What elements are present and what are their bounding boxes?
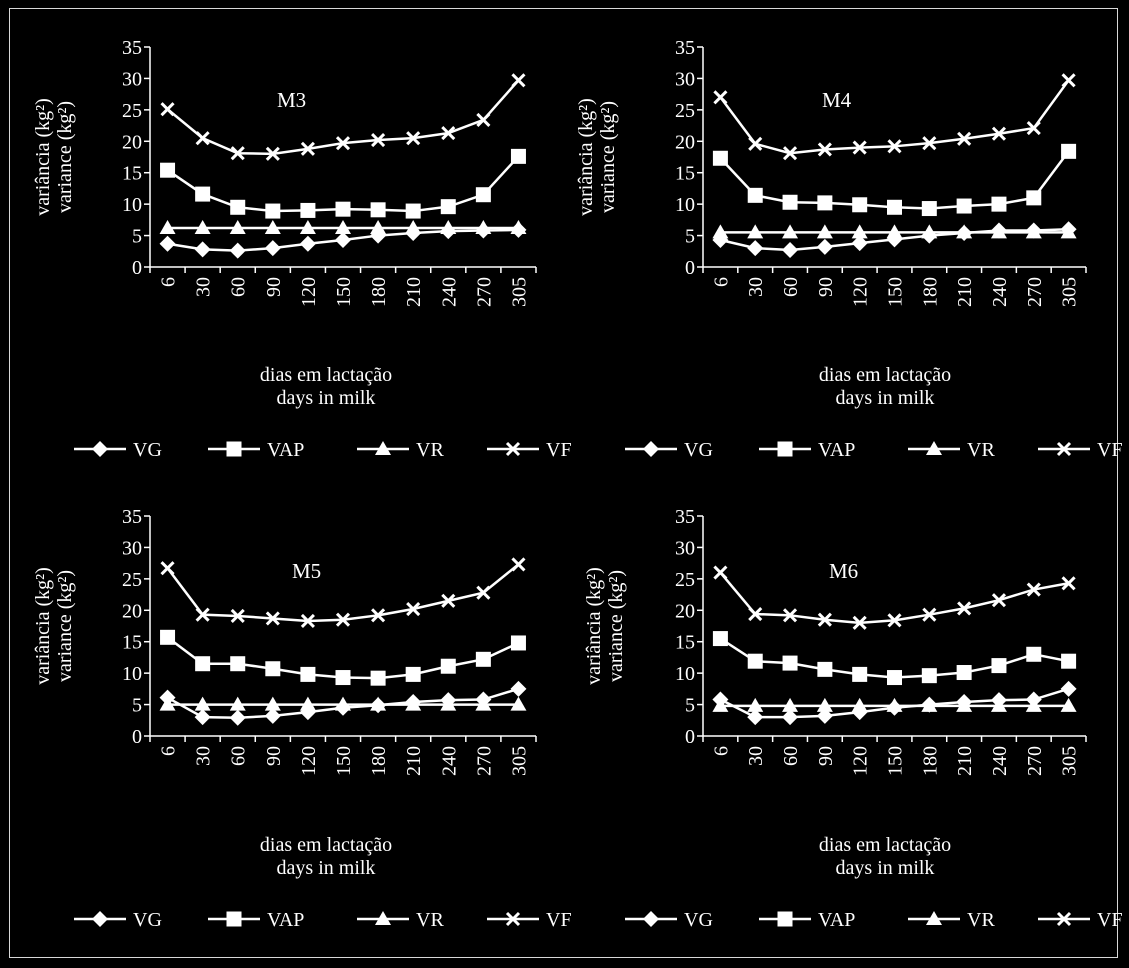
x-tick-label: 120 xyxy=(297,277,320,307)
x-tick-label: 60 xyxy=(780,746,803,766)
x-tick-label: 210 xyxy=(954,746,977,776)
x-tick-label: 60 xyxy=(227,277,250,297)
data-point-vap xyxy=(922,201,937,216)
series-line-vf xyxy=(720,573,1068,623)
y-tick-label: 0 xyxy=(685,257,695,279)
data-point-vap xyxy=(160,630,175,645)
chart-panel-m6 xyxy=(583,506,1123,931)
x-axis-title-pt: dias em lactação xyxy=(259,834,393,856)
data-point-vap xyxy=(1026,190,1041,205)
data-point-vap xyxy=(476,187,491,202)
x-tick-label: 6 xyxy=(157,277,180,287)
data-point-vap xyxy=(887,670,902,685)
y-tick-label: 0 xyxy=(132,257,142,279)
x-tick-label: 180 xyxy=(368,277,391,307)
legend-marker-vg xyxy=(643,911,659,927)
legend-label-vr: VR xyxy=(967,439,995,461)
y-tick-label: 30 xyxy=(122,68,142,91)
y-tick-label: 25 xyxy=(675,99,695,122)
data-point-vap xyxy=(817,195,832,210)
data-point-vg xyxy=(782,242,798,258)
data-point-vg xyxy=(230,710,246,726)
x-tick-label: 60 xyxy=(780,277,803,297)
x-tick-label: 90 xyxy=(814,277,837,297)
x-axis-title-pt: dias em lactação xyxy=(818,364,952,386)
data-point-vap xyxy=(922,668,937,683)
x-tick-label: 180 xyxy=(368,746,391,776)
x-tick-label: 180 xyxy=(919,277,942,307)
data-point-vap xyxy=(230,656,245,671)
data-point-vap xyxy=(991,197,1006,212)
y-tick-label: 5 xyxy=(132,225,142,248)
y-tick-label: 10 xyxy=(122,663,142,686)
x-axis-title-pt: dias em lactação xyxy=(818,834,952,856)
legend-marker-vap xyxy=(227,442,242,457)
legend-label-vf: VF xyxy=(1097,909,1123,931)
panel-title: M5 xyxy=(292,559,322,583)
data-point-vg xyxy=(230,243,246,259)
legend-label-vr: VR xyxy=(416,909,444,931)
data-point-vap xyxy=(817,662,832,677)
x-tick-label: 150 xyxy=(333,746,355,776)
x-tick-label: 6 xyxy=(157,746,180,756)
legend-label-vg: VG xyxy=(133,439,162,461)
data-point-vap xyxy=(195,187,210,202)
y-tick-label: 15 xyxy=(122,162,142,185)
data-point-vap xyxy=(887,200,902,215)
x-axis-title-en: days in milk xyxy=(276,857,376,879)
legend-label-vap: VAP xyxy=(818,439,856,461)
y-tick-label: 35 xyxy=(675,506,695,528)
data-point-vap xyxy=(371,671,386,686)
series-vf xyxy=(162,74,525,160)
data-point-vap xyxy=(991,658,1006,673)
legend-marker-vg xyxy=(92,441,108,457)
x-tick-label: 180 xyxy=(919,746,942,776)
data-point-vap xyxy=(441,659,456,674)
data-point-vap xyxy=(1026,647,1041,662)
data-point-vg xyxy=(510,681,526,697)
legend-label-vg: VG xyxy=(684,439,713,461)
data-point-vap xyxy=(476,652,491,667)
data-point-vf xyxy=(162,562,174,574)
y-tick-label: 25 xyxy=(122,568,142,591)
series-vr xyxy=(712,224,1076,238)
data-point-vg xyxy=(300,236,316,252)
y-tick-label: 5 xyxy=(132,694,142,717)
x-tick-label: 120 xyxy=(297,746,320,776)
data-point-vap xyxy=(783,656,798,671)
legend-label-vr: VR xyxy=(416,439,444,461)
legend xyxy=(625,439,1123,461)
y-axis-title-pt: variância (kg²) xyxy=(583,567,605,685)
data-point-vap xyxy=(406,667,421,682)
x-tick-label: 30 xyxy=(745,746,768,766)
legend-label-vf: VF xyxy=(1097,439,1123,461)
data-point-vap xyxy=(852,197,867,212)
legend-label-vr: VR xyxy=(967,909,995,931)
y-tick-label: 5 xyxy=(685,225,695,248)
x-tick-label: 60 xyxy=(227,746,250,766)
x-tick-label: 150 xyxy=(884,277,907,307)
x-tick-label: 305 xyxy=(1058,277,1081,307)
data-point-vap xyxy=(160,163,175,178)
series-vap xyxy=(160,630,526,686)
series-line-vf xyxy=(168,564,519,621)
data-point-vg xyxy=(195,709,211,725)
series-line-vf xyxy=(720,80,1068,153)
data-point-vf xyxy=(714,91,726,103)
x-tick-label: 30 xyxy=(192,746,215,766)
data-point-vap xyxy=(852,667,867,682)
y-tick-label: 10 xyxy=(675,663,695,686)
data-point-vf xyxy=(197,132,209,144)
data-point-vap xyxy=(713,151,728,166)
y-tick-label: 15 xyxy=(675,162,695,185)
data-point-vap xyxy=(1061,654,1076,669)
legend-marker-vg xyxy=(92,911,108,927)
data-point-vap xyxy=(957,199,972,214)
x-tick-label: 90 xyxy=(814,746,837,766)
chart-panel-m5 xyxy=(32,506,572,931)
legend xyxy=(74,909,572,931)
data-point-vf xyxy=(162,103,174,115)
legend-label-vap: VAP xyxy=(267,909,305,931)
data-point-vap xyxy=(230,200,245,215)
y-tick-label: 35 xyxy=(675,37,695,59)
data-point-vg xyxy=(747,240,763,256)
x-tick-label: 270 xyxy=(1023,277,1046,307)
y-axis-title-en: variance (kg²) xyxy=(54,100,76,214)
x-tick-label: 270 xyxy=(1023,746,1046,776)
data-point-vap xyxy=(300,667,315,682)
legend-label-vf: VF xyxy=(546,439,572,461)
x-tick-label: 240 xyxy=(988,746,1011,777)
data-point-vap xyxy=(265,204,280,219)
series-vf xyxy=(162,558,525,627)
x-tick-label: 270 xyxy=(473,746,496,776)
y-tick-label: 35 xyxy=(122,37,142,59)
x-tick-label: 6 xyxy=(710,746,733,756)
series-vap xyxy=(160,149,526,219)
x-tick-label: 150 xyxy=(333,277,355,307)
x-axis-title-en: days in milk xyxy=(835,857,935,879)
y-axis-title-pt: variância (kg²) xyxy=(32,567,54,685)
x-axis-title-en: days in milk xyxy=(276,387,376,409)
x-tick-label: 240 xyxy=(438,277,461,307)
data-point-vap xyxy=(957,665,972,680)
y-tick-label: 0 xyxy=(685,726,695,748)
series-vf xyxy=(714,74,1074,159)
x-tick-label: 210 xyxy=(403,746,426,776)
x-axis-title-en: days in milk xyxy=(835,387,935,409)
y-tick-label: 5 xyxy=(685,694,695,717)
y-tick-label: 20 xyxy=(675,131,695,154)
legend-marker-vg xyxy=(643,441,659,457)
y-axis-title-en: variance (kg²) xyxy=(54,569,76,683)
x-tick-label: 6 xyxy=(710,277,733,287)
data-point-vap xyxy=(511,149,526,164)
data-point-vg xyxy=(160,236,176,252)
data-point-vap xyxy=(336,202,351,217)
legend-label-vap: VAP xyxy=(818,909,856,931)
chart-panel-m3 xyxy=(32,37,572,461)
data-point-vap xyxy=(441,199,456,214)
panel-title: M6 xyxy=(829,559,859,583)
y-tick-label: 20 xyxy=(675,600,695,623)
x-tick-label: 210 xyxy=(403,277,426,307)
y-tick-label: 30 xyxy=(122,537,142,560)
y-tick-label: 15 xyxy=(122,631,142,654)
legend xyxy=(74,439,572,461)
data-point-vap xyxy=(195,656,210,671)
y-tick-label: 25 xyxy=(675,568,695,591)
x-tick-label: 120 xyxy=(849,746,872,776)
legend-label-vap: VAP xyxy=(267,439,305,461)
y-axis-title-pt: variância (kg²) xyxy=(32,98,54,216)
data-point-vg xyxy=(195,241,211,257)
data-point-vap xyxy=(371,202,386,217)
data-point-vap xyxy=(748,654,763,669)
panel-title: M4 xyxy=(822,88,852,112)
x-tick-label: 30 xyxy=(745,277,768,297)
x-tick-label: 120 xyxy=(849,277,872,307)
series-vap xyxy=(713,631,1076,685)
legend-marker-vap xyxy=(778,912,793,927)
y-tick-label: 10 xyxy=(122,194,142,217)
data-point-vf xyxy=(477,114,489,126)
legend-marker-vap xyxy=(778,442,793,457)
y-axis-title-en: variance (kg²) xyxy=(597,100,619,214)
x-tick-label: 240 xyxy=(438,746,461,776)
legend-label-vg: VG xyxy=(684,909,713,931)
legend-marker-vap xyxy=(227,912,242,927)
x-tick-label: 270 xyxy=(473,277,496,307)
y-tick-label: 20 xyxy=(122,600,142,623)
x-tick-label: 150 xyxy=(884,746,907,776)
data-point-vap xyxy=(336,670,351,685)
data-point-vap xyxy=(265,661,280,676)
data-point-vg xyxy=(335,232,351,248)
series-vap xyxy=(713,144,1076,216)
y-tick-label: 30 xyxy=(675,68,695,91)
y-tick-label: 35 xyxy=(122,506,142,528)
y-axis-title-pt: variância (kg²) xyxy=(575,98,597,216)
legend xyxy=(625,909,1123,931)
data-point-vf xyxy=(512,74,524,86)
data-point-vap xyxy=(300,203,315,218)
data-point-vg xyxy=(1061,681,1077,697)
chart-panel-m4 xyxy=(575,37,1123,461)
x-tick-label: 210 xyxy=(954,277,977,307)
x-axis-title-pt: dias em lactação xyxy=(259,364,393,386)
x-tick-label: 90 xyxy=(262,277,285,297)
data-point-vap xyxy=(406,204,421,219)
x-tick-label: 305 xyxy=(508,746,531,776)
legend-label-vg: VG xyxy=(133,909,162,931)
x-tick-label: 305 xyxy=(508,277,531,307)
legend-label-vf: VF xyxy=(546,909,572,931)
data-point-vap xyxy=(713,631,728,646)
y-tick-label: 15 xyxy=(675,631,695,654)
data-point-vap xyxy=(511,635,526,650)
y-tick-label: 10 xyxy=(675,194,695,217)
data-point-vf xyxy=(714,567,726,579)
x-tick-label: 30 xyxy=(192,277,215,297)
x-tick-label: 90 xyxy=(262,746,285,766)
data-point-vg xyxy=(265,240,281,256)
data-point-vap xyxy=(1061,144,1076,159)
data-point-vap xyxy=(748,188,763,203)
data-point-vf xyxy=(1063,74,1075,86)
data-point-vf xyxy=(512,558,524,570)
data-point-vg xyxy=(817,239,833,255)
y-axis-title-en: variance (kg²) xyxy=(605,569,627,683)
x-tick-label: 305 xyxy=(1058,746,1081,776)
data-point-vap xyxy=(783,195,798,210)
x-tick-label: 240 xyxy=(988,277,1011,308)
y-tick-label: 25 xyxy=(122,99,142,122)
y-tick-label: 0 xyxy=(132,726,142,748)
y-tick-label: 20 xyxy=(122,131,142,154)
y-tick-label: 30 xyxy=(675,537,695,560)
series-vf xyxy=(714,567,1074,629)
panel-title: M3 xyxy=(277,88,307,112)
